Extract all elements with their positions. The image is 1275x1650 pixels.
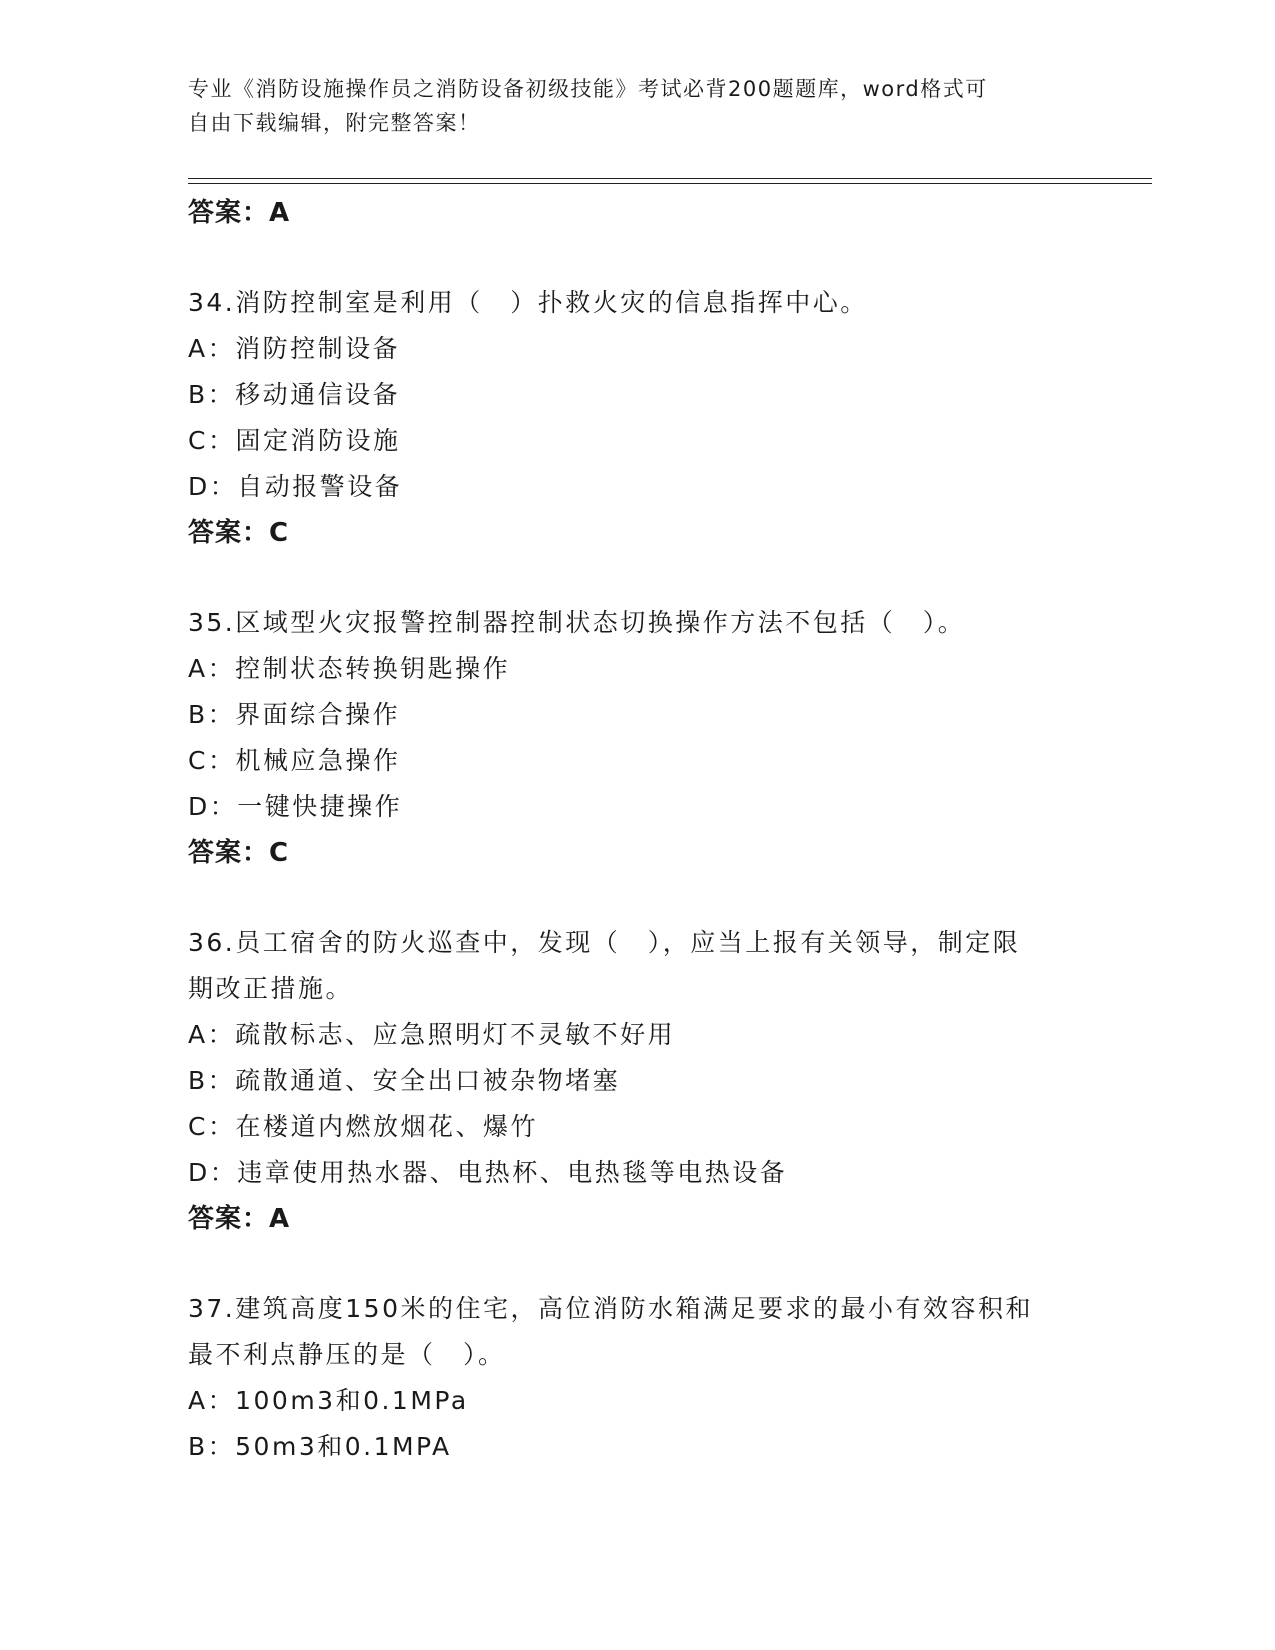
question-stem-line-1: 36.员工宿舍的防火巡查中，发现（ ），应当上报有关领导，制定限 xyxy=(188,928,1021,957)
question-answer: 答案：A xyxy=(188,1204,291,1234)
question-list xyxy=(188,190,1128,1470)
header-line-1: 专业《消防设施操作员之消防设备初级技能》考试必背200题题库，word格式可 xyxy=(188,77,988,101)
header-line-2: 自由下载编辑，附完整答案！ xyxy=(188,111,481,135)
option-b: B：疏散通道、安全出口被杂物堵塞 xyxy=(188,1066,621,1095)
question-36 xyxy=(188,920,1128,1242)
header-divider-top xyxy=(188,178,1152,179)
question-stem-line-1: 37.建筑高度150米的住宅，高位消防水箱满足要求的最小有效容积和 xyxy=(188,1294,1033,1323)
question-stem: 34.消防控制室是利用（ ）扑救火灾的信息指挥中心。 xyxy=(188,288,868,317)
header-divider-bottom xyxy=(188,183,1152,184)
option-a: A：疏散标志、应急照明灯不灵敏不好用 xyxy=(188,1020,676,1049)
option-b: B：50m3和0.1MPA xyxy=(188,1432,452,1461)
option-a: A：消防控制设备 xyxy=(188,334,401,363)
option-b: B：移动通信设备 xyxy=(188,380,401,409)
question-35 xyxy=(188,600,1128,876)
spacer xyxy=(188,236,1128,280)
option-a: A：100m3和0.1MPa xyxy=(188,1386,469,1415)
option-c: C：机械应急操作 xyxy=(188,746,401,775)
spacer xyxy=(188,556,1128,600)
option-b: B：界面综合操作 xyxy=(188,700,401,729)
question-stem: 35.区域型火灾报警控制器控制状态切换操作方法不包括（ ）。 xyxy=(188,608,966,637)
previous-answer: 答案：A xyxy=(188,198,291,228)
question-stem-line-2: 最不利点静压的是（ ）。 xyxy=(188,1340,506,1369)
option-c: C：在楼道内燃放烟花、爆竹 xyxy=(188,1112,538,1141)
question-37 xyxy=(188,1286,1128,1470)
option-d: D：违章使用热水器、电热杯、电热毯等电热设备 xyxy=(188,1158,788,1187)
option-c: C：固定消防设施 xyxy=(188,426,401,455)
option-d: D：一键快捷操作 xyxy=(188,792,403,821)
spacer xyxy=(188,1242,1128,1286)
option-d: D：自动报警设备 xyxy=(188,472,403,501)
option-a: A：控制状态转换钥匙操作 xyxy=(188,654,511,683)
question-stem-line-2: 期改正措施。 xyxy=(188,974,354,1003)
question-answer: 答案：C xyxy=(188,838,290,868)
question-answer: 答案：C xyxy=(188,518,290,548)
page-header xyxy=(188,72,1088,140)
spacer xyxy=(188,876,1128,920)
question-34 xyxy=(188,280,1128,556)
